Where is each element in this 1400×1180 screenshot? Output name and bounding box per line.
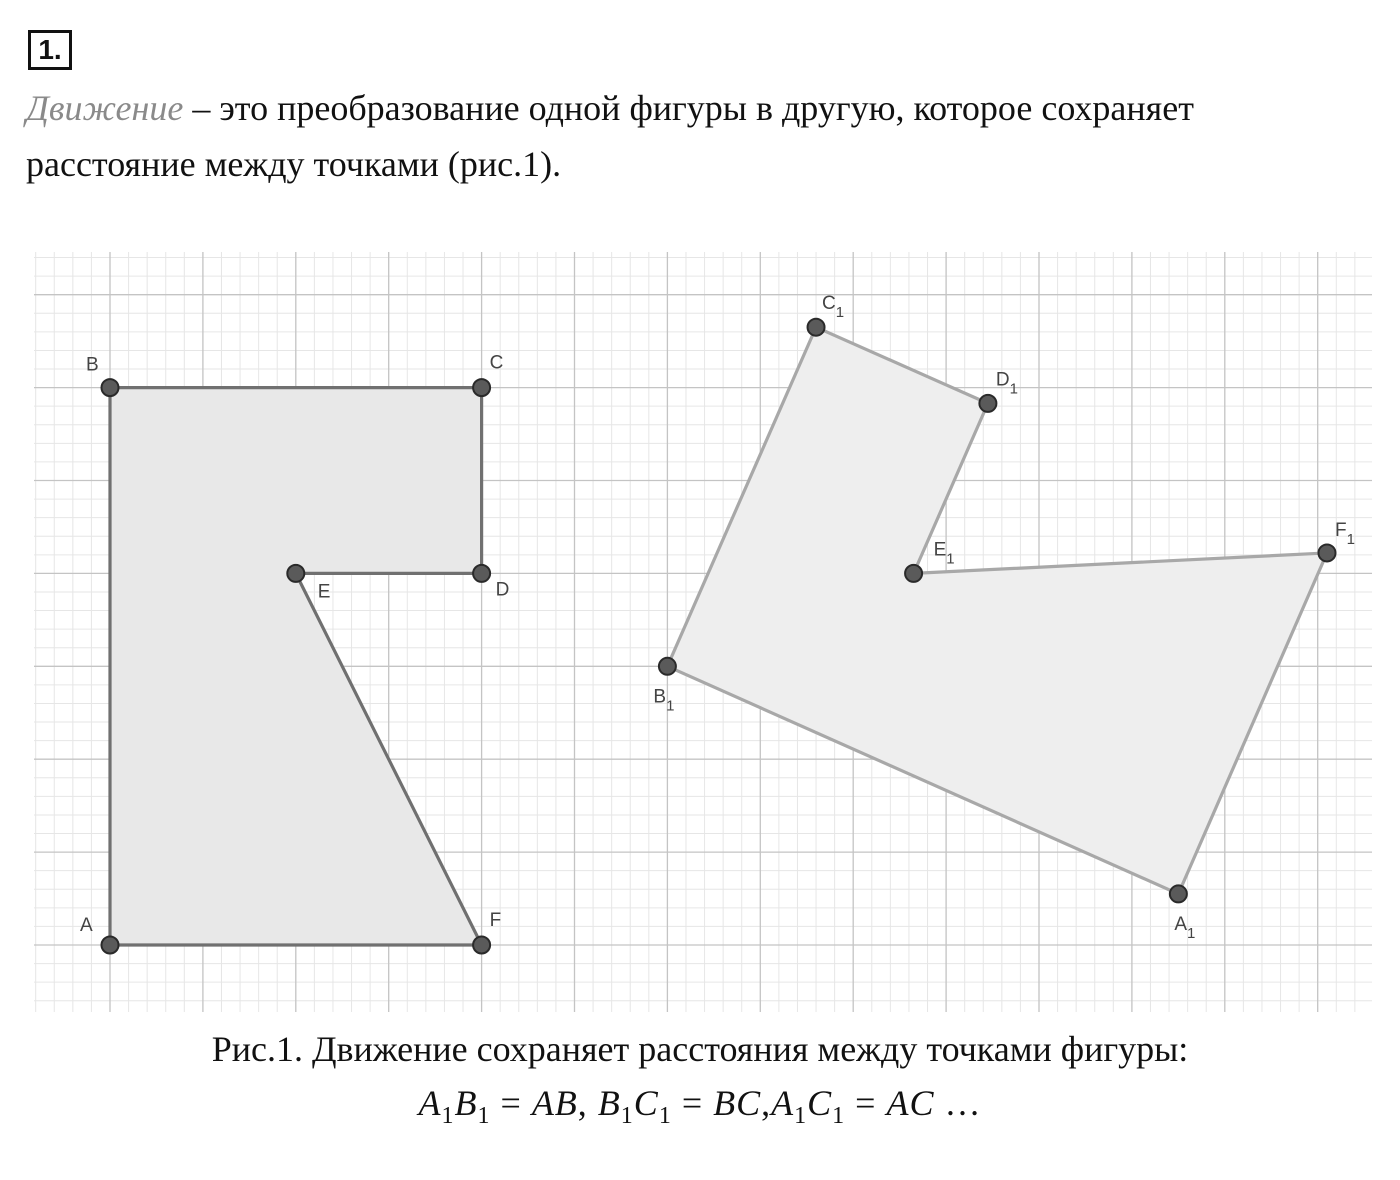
point-A [102, 937, 119, 954]
label-F: F [489, 910, 502, 931]
figure-caption: Рис.1. Движение сохраняет расстояния между точками фигуры: [211, 1029, 1189, 1069]
label-D1: $D_1$ [995, 369, 1018, 398]
point-F1 [1318, 544, 1335, 561]
label-A: A [80, 915, 93, 936]
point-F [473, 937, 490, 954]
label-E: E [317, 581, 331, 603]
point-B1 [659, 658, 676, 675]
label-B1: $B_1$ [653, 686, 675, 715]
image-polygon [667, 327, 1327, 894]
label-A1: $A_1$ [1174, 913, 1196, 942]
intro-text-line1: – это преобразование одной фигуры в другую, которое сохраняет [183, 88, 1194, 128]
point-B [102, 379, 119, 396]
task-number: 1. [28, 30, 72, 70]
label-E1: $E_1$ [933, 539, 955, 568]
point-D [473, 565, 490, 582]
term-motion: Движение [26, 88, 184, 128]
point-E1 [905, 565, 922, 582]
point-E [287, 565, 304, 582]
point-C [473, 379, 490, 396]
intro-text-line2: расстояние между точками (рис.1). [26, 144, 562, 184]
point-C1 [808, 319, 825, 336]
point-D1 [979, 395, 996, 412]
formula-distances: $A_1B_1$ = AB, $B_1C_1 = BC,A_1C_1$ = AC … [418, 1083, 982, 1130]
label-F1: $F_1$ [1334, 519, 1355, 548]
point-A1 [1170, 885, 1187, 902]
label-C: C [489, 352, 504, 374]
label-C1: $C_1$ [822, 293, 845, 322]
label-B: B [86, 354, 99, 376]
label-D: D [495, 579, 510, 601]
